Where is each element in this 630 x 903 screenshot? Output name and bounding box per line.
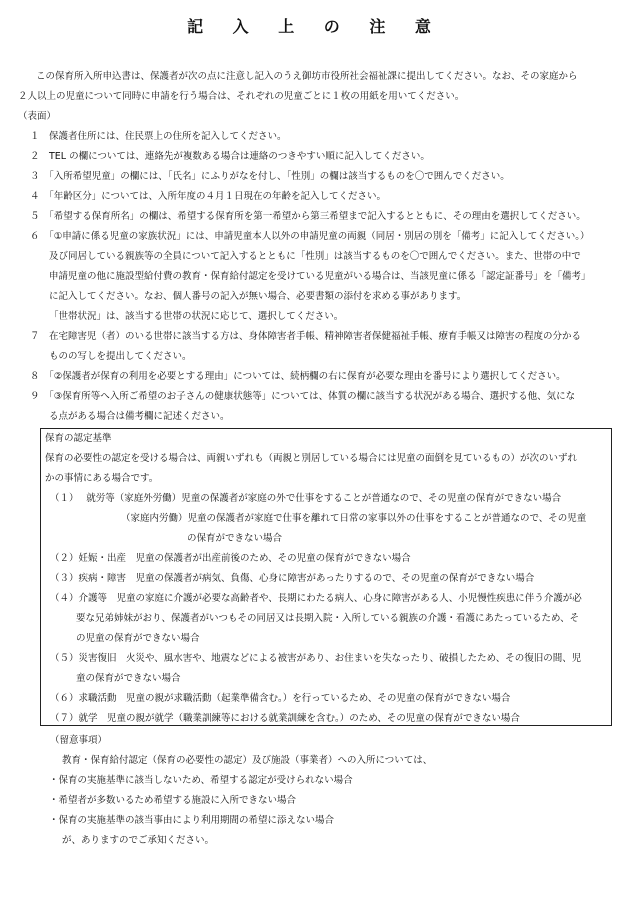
intro-line-2: ２人以上の児童について同時に申請を行う場合は、それぞれの児童ごとに１枚の用紙を用いてください。 xyxy=(18,91,465,102)
intro-line-1: この保育所入所申込書は、保護者が次の点に注意し記入のうえ御坊市役所社会福祉課に提出してください。なお、その家庭から xyxy=(36,71,578,82)
criteria-1-line-1: （１） 就労等（家庭外労働）児童の保護者が家庭の外で仕事をすることが普通なので、その児童の保育ができない場合 xyxy=(50,493,562,504)
item-6-line-1: ６ 「①申請に係る児童の家族状況」には、申請児童本人以外の申請児童の両親（同居・別居の別を「備考」に記入してください。） xyxy=(30,231,590,242)
criteria-4-line-1: （４）介護等 児童の家庭に介護が必要な高齢者や、長期にわたる病人、心身に障害がある人、小児慢性疾患に伴う介護が必 xyxy=(50,593,582,604)
page-title: 記 入 上 の 注 意 xyxy=(187,17,443,36)
notes-bullet-3: ・保育の実施基準の該当事由により利用期間の希望に添えない場合 xyxy=(49,815,335,826)
notes-bullet-1: ・保育の実施基準に該当しないため、希望する認定が受けられない場合 xyxy=(49,775,353,786)
criteria-4-line-2: 要な兄弟姉妹がおり、保護者がいつもその同居又は長期入院・入所している親族の介護・看護にあたっているため、そ xyxy=(76,613,580,624)
notes-closing: が、ありますのでご承知ください。 xyxy=(62,835,215,846)
item-6-line-2: 及び同居している親族等の全員について記入するとともに「性別」は該当するものを〇で囲んでください。また、世帯の中で xyxy=(49,251,581,262)
criteria-intro-2: かの事情にある場合です。 xyxy=(45,473,159,484)
criteria-5-line-2: 童の保育ができない場合 xyxy=(76,673,181,684)
item-7-line-2: ものの写しを提出してください。 xyxy=(49,351,192,362)
criteria-intro-1: 保育の必要性の認定を受ける場合は、両親いずれも（両親と別居している場合には児童の面倒を見ているもの）が次のいずれ xyxy=(45,453,578,464)
item-8: ８ 「②保護者が保育の利用を必要とする理由」については、続柄欄の右に保育が必要な理由を番号により選択してください。 xyxy=(30,371,566,382)
criteria-7: （７）就学 児童の親が就学（職業訓練等における就業訓練を含む。）のため、その児童の保育ができない場合 xyxy=(50,713,520,724)
item-6-line-4: に記入してください。なお、個人番号の記入が無い場合、必要書類の添付を求める事があります。 xyxy=(49,291,467,302)
item-3: ３ 「入所希望児童」の欄には、「氏名」にふりがなを付し、「性別」の欄は該当するものを〇で囲んでください。 xyxy=(30,171,510,182)
criteria-2: （２）妊娠・出産 児童の保護者が出産前後のため、その児童の保育ができない場合 xyxy=(50,553,411,564)
notes-bullet-2: ・希望者が多数いるため希望する施設に入所できない場合 xyxy=(49,795,297,806)
criteria-6: （６）求職活動 児童の親が求職活動（起業準備含む。）を行っているため、その児童の保育ができない場合 xyxy=(50,693,511,704)
criteria-3: （３）疾病・障害 児童の保護者が病気、負傷、心身に障害があったりするので、その児童の保育ができない場合 xyxy=(50,573,535,584)
notes-heading: （留意事項） xyxy=(50,735,108,746)
item-7-line-1: ７ 在宅障害児（者）のいる世帯に該当する方は、身体障害者手帳、精神障害者保健福祉手帳、療育手帳又は障害の程度の分かる xyxy=(30,331,582,342)
criteria-4-line-3: の児童の保育ができない場合 xyxy=(76,633,200,644)
item-2: ２ TEL の欄については、連絡先が複数ある場合は連絡のつきやすい順に記入してください。 xyxy=(30,151,430,162)
notes-intro: 教育・保育給付認定（保育の必要性の認定）及び施設（事業者）への入所については、 xyxy=(62,755,433,766)
item-1: １ 保護者住所には、住民票上の住所を記入してください。 xyxy=(30,131,287,142)
item-9-line-1: ９ 「③保育所等へ入所ご希望のお子さんの健康状態等」については、体質の欄に該当する状況がある場合、選択する他、気にな xyxy=(30,391,576,402)
criteria-heading: 保育の認定基準 xyxy=(45,433,112,444)
item-5: ５ 「希望する保育所名」の欄は、希望する保育所を第一希望から第三希望まで記入するとともに、その理由を選択してください。 xyxy=(30,211,586,222)
criteria-1-line-3: の保育ができない場合 xyxy=(187,533,283,544)
criteria-1-line-2: （家庭内労働）児童の保護者が家庭で仕事を離れて日常の家事以外の仕事をすることが普通なので、その児童 xyxy=(121,513,587,524)
item-6-line-5: 「世帯状況」は、該当する世帯の状況に応じて、選択してください。 xyxy=(49,311,344,322)
front-section-label: （表面） xyxy=(18,111,57,122)
criteria-5-line-1: （５）災害復旧 火災や、風水害や、地震などによる被害があり、お住まいを失なったり、破損したため、その復旧の間、児 xyxy=(50,653,582,664)
item-9-line-2: る点がある場合は備考欄に記述ください。 xyxy=(49,411,230,422)
item-6-line-3: 申請児童の他に施設型給付費の教育・保育給付認定を受けている児童がいる場合は、当該児童に係る「認定証番号」を「備考」 xyxy=(49,271,591,282)
item-4: ４ 「年齢区分」については、入所年度の４月１日現在の年齢を記入してください。 xyxy=(30,191,387,202)
